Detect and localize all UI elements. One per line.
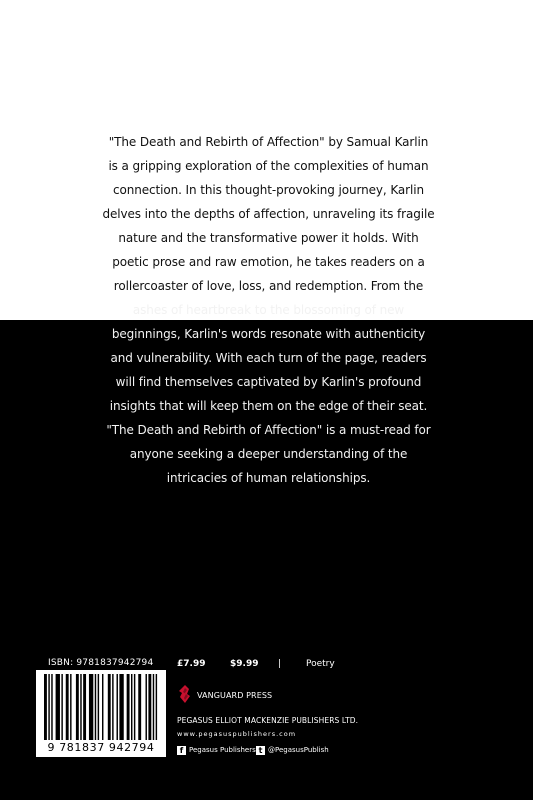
genre-label: Poetry [306, 659, 335, 669]
blurb-line: anyone seeking a deeper understanding of the [129, 447, 408, 461]
price-row [177, 659, 377, 673]
blurb-line: nature and the transformative power it holds. With [118, 231, 419, 245]
blurb-line: rollercoaster of love, loss, and redemption. From the [113, 279, 424, 293]
imprint-name: VANGUARD PRESS [197, 691, 273, 700]
price-separator: | [278, 659, 282, 669]
publisher-website: www.pegasuspublishers.com [177, 730, 297, 738]
isbn-label: ISBN: 9781837942794 [48, 658, 154, 668]
book-blurb [96, 130, 441, 490]
blurb-line: and vulnerability. With each turn of the page, readers [110, 351, 427, 365]
blurb-line: "The Death and Rebirth of Affection" by Samual Karlin [108, 135, 429, 149]
barcode-digits: 9 781837 942794 [47, 741, 155, 754]
blurb-line: insights that will keep them on the edge of their seat. [109, 399, 428, 413]
imprint-block [176, 684, 336, 706]
facebook-label: Pegasus Publishers [189, 746, 256, 754]
blurb-line: beginnings, Karlin's words resonate with authenticity [111, 327, 426, 341]
twitter-label: @PegasusPublish [268, 746, 329, 754]
facebook-icon: f [177, 746, 186, 755]
isbn-barcode [36, 670, 166, 757]
barcode-bars-icon [36, 670, 166, 742]
blurb-line: intricacies of human relationships. [166, 471, 371, 485]
price-usd: $9.99 [230, 659, 259, 669]
blurb-line: poetic prose and raw emotion, he takes readers on a [112, 255, 425, 269]
blurb-line: connection. In this thought-provoking journey, Karlin [113, 183, 424, 197]
twitter-icon: t [256, 746, 265, 755]
price-gbp: £7.99 [177, 659, 206, 669]
vanguard-press-logo-icon [176, 684, 194, 704]
blurb-line: delves into the depths of affection, unraveling its fragile [102, 207, 435, 221]
blurb-line: is a gripping exploration of the complexities of human [108, 159, 429, 173]
blurb-line: will find themselves captivated by Karlin's profound [115, 375, 422, 389]
publisher-name: PEGASUS ELLIOT MACKENZIE PUBLISHERS LTD. [177, 716, 359, 725]
blurb-line: ashes of heartbreak to the blossoming of new [132, 303, 405, 317]
blurb-line: "The Death and Rebirth of Affection" is a must-read for [106, 423, 431, 437]
social-links [177, 745, 377, 757]
